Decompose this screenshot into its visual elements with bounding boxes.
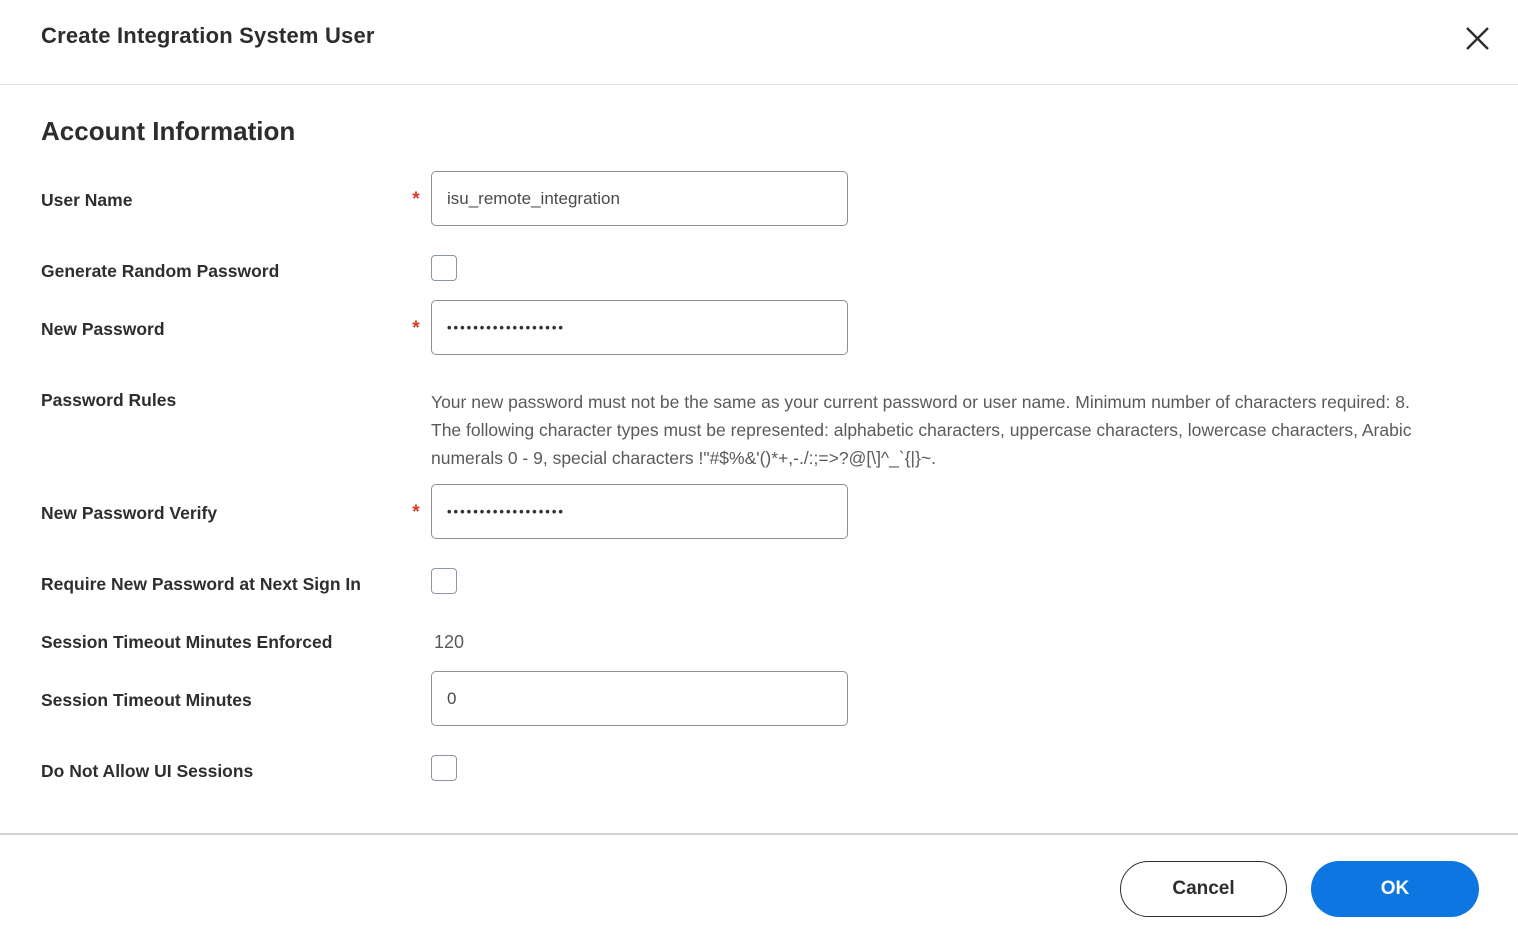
- generate-random-password-label: Generate Random Password: [41, 261, 280, 281]
- session-timeout-minutes-label: Session Timeout Minutes: [41, 690, 252, 710]
- user-name-required-asterisk: *: [412, 189, 420, 210]
- new-password-verify-required-asterisk: *: [412, 502, 420, 523]
- new-password-required-asterisk: *: [412, 318, 420, 339]
- do-not-allow-ui-sessions-label: Do Not Allow UI Sessions: [41, 761, 254, 781]
- require-new-password-label: Require New Password at Next Sign In: [41, 574, 361, 594]
- header-divider: [0, 84, 1518, 85]
- session-timeout-enforced-value: 120: [434, 632, 465, 652]
- section-heading-account-information: Account Information: [41, 116, 296, 146]
- dialog-title: Create Integration System User: [41, 23, 375, 48]
- new-password-verify-input[interactable]: [431, 484, 848, 539]
- user-name-input[interactable]: [431, 171, 848, 226]
- password-rules-label: Password Rules: [41, 390, 177, 410]
- user-name-label: User Name: [41, 190, 133, 210]
- footer-divider: [0, 833, 1518, 835]
- new-password-label: New Password: [41, 319, 165, 339]
- ok-button[interactable]: OK: [1311, 861, 1479, 917]
- generate-random-password-checkbox[interactable]: [431, 255, 457, 281]
- session-timeout-minutes-input[interactable]: [431, 671, 848, 726]
- new-password-verify-label: New Password Verify: [41, 503, 218, 523]
- new-password-input[interactable]: [431, 300, 848, 355]
- do-not-allow-ui-sessions-checkbox[interactable]: [431, 755, 457, 781]
- close-button[interactable]: [1461, 22, 1493, 54]
- password-rules-text: Your new password must not be the same as your current password or user name. Minimum number of characters required: 8. The following character types must be represented: alphabetic characters, uppercase characters, lowercase characters, Arabic numerals 0 - 9, special characters !"#$%&'()*+,-./:;=>?@[\]^_`{|}~.: [431, 392, 1412, 468]
- require-new-password-checkbox[interactable]: [431, 568, 457, 594]
- session-timeout-enforced-label: Session Timeout Minutes Enforced: [41, 632, 333, 652]
- cancel-button[interactable]: Cancel: [1120, 861, 1287, 917]
- close-icon: [1464, 25, 1491, 52]
